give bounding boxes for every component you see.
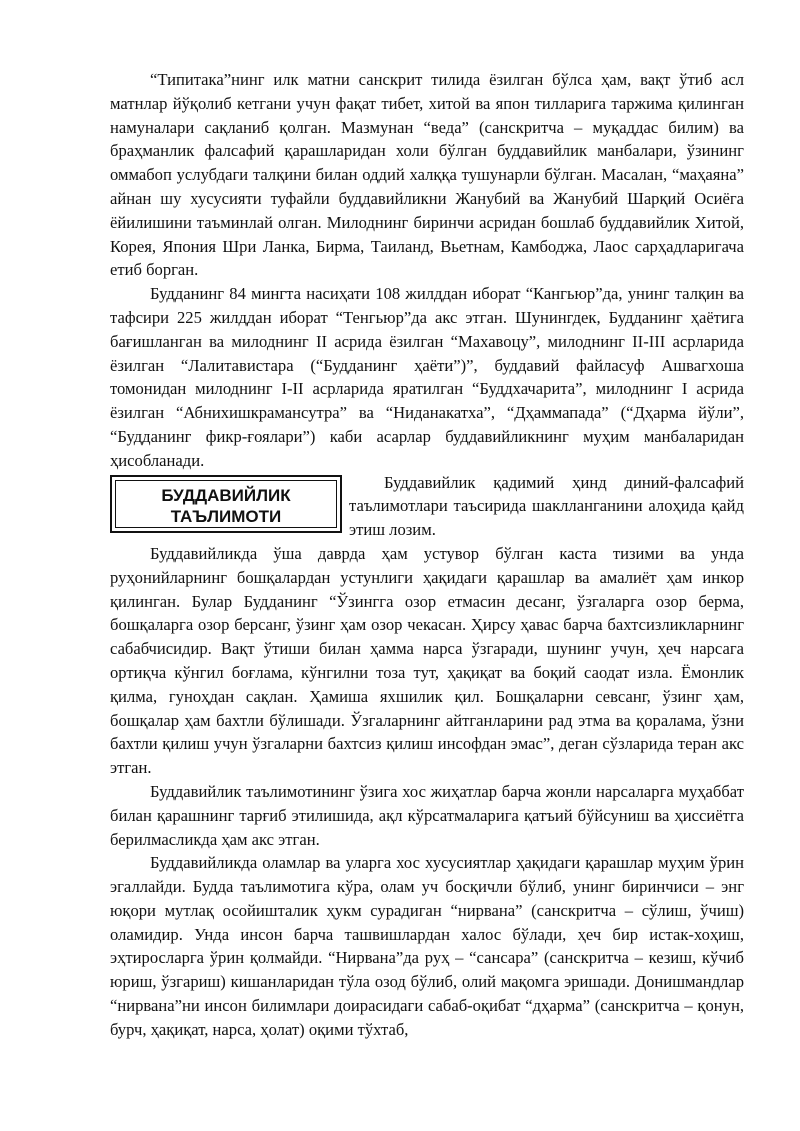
section-heading-line2: ТАЪЛИМОТИ <box>170 506 282 526</box>
paragraph-kangyur: Будданинг 84 мингта насиҳати 108 жилддан иборат “Кангьюр”да, унинг талқин ва тафсири 225 жилддан иборат “Тенгьюр”да акс этган. Шунингдек, Будданинг ҳаётига бағишланган ва милоднинг II асрида ёзилган “Махавоцу”, милоднинг II-III асрларида ёзилган “Лалитавистара (“Будданинг ҳаёти”)”, буддавий файласуф Ашвагхоша томонидан милоднинг I-II асрларида яратилган “Буддхачарита”, милоднинг I асрида ёзилган “Абнихишкрамансутра” ва “Ниданакатха”, “Дҳаммапада” (“Дҳарма йўли”, “Будданинг фикр-ғоялари”) каби асарлар буддавийликнинг муҳим манбаларидан ҳисобланади. <box>110 284 744 470</box>
section-heading-line1: БУДДАВИЙЛИК <box>161 485 291 505</box>
document-page <box>110 68 744 1042</box>
section-heading-row <box>110 472 744 542</box>
paragraph-features: Буддавийлик таълимотининг ўзига хос жиҳатлар барча жонли нарсаларга муҳаббат билан қарашнинг тарғиб этилишида, ақл кўрсатмаларига қатъий бўйсуниш ва ҳиссиётга берилмасликда ҳам акс этган. <box>110 781 744 849</box>
section-heading <box>115 480 337 528</box>
paragraph-caste: Буддавийликда ўша даврда ҳам устувор бўлган каста тизими ва унда руҳонийларнинг бошқалардан устунлиги ҳақидаги қарашлар ва амалиёт ҳам инкор қилинган. Булар Будданинг “Ўзингга озор етмасин десанг, ўзгаларга озор берма, бошқаларга озор берсанг, ўзинг ҳам озор чекасан. Ҳирсу ҳавас барча бахтсизликларнинг сабабчисидир. Вақт ўтиши билан ҳамма нарса ўзгаради, шунинг учун, ҳеч нарсага ортиқча кўнгил боғлама, кўнгилни тоза тут, ҳақиқат ва боқий саодат изла. Ёмонлик қилма, гуноҳдан сақлан. Ҳамиша яхшилик қил. Бошқаларни севсанг, ўзинг ҳам, бошқалар ҳам бахтли бўлишади. Ўзгаларнинг айтганларини рад этма ва қоралама, ўзни бахтли қилиш учун ўзгаларни бахтсиз қилиш инсофдан эмас”, деган сўзларида теран акс этган. <box>110 543 744 778</box>
heading-side-paragraph: Буддавийлик қадимий ҳинд диний-фалсафий таълимотлари таъсирида шаклланганини алоҳида қайд этиш лозим. <box>349 472 744 540</box>
paragraph-worlds: Буддавийликда оламлар ва уларга хос хусусиятлар ҳақидаги қарашлар муҳим ўрин эгаллайди. Будда таълимотига кўра, олам уч босқичли бўлиб, унинг биринчиси – энг юқори мутлақ осойишталик ҳукм сурадиган “нирвана” (санскритча – сўлиш, ўчиш) оламидир. Унда инсон барча ташвишлардан халос бўлади, ҳеч бир истак-хоҳиш, эҳтиросларга ўрин қолмайди. “Нирвана”да руҳ – “сансара” (санскритча – кезиш, кўчиб юриш, ўзгариш) кишанларидан тўла озод бўлиб, олий мақомга эришади. Донишмандлар “нирвана”ни инсон билимлари доирасидаги сабаб-оқибат “дҳарма” (санскритча – қонун, бурч, ҳақиқат, нарса, ҳолат) оқими тўхтаб, <box>110 853 744 1039</box>
paragraph-tipitaka: “Типитака”нинг илк матни санскрит тилида ёзилган бўлса ҳам, вақт ўтиб асл матнлар йўқолиб кетгани учун фақат тибет, хитой ва япон тилларига таржима қилинган намуналари сақланиб қолган. Мазмунан “веда” (санскритча – муқаддас билим) ва браҳманлик фалсафий қарашларидан холи бўлган буддавийлик манбалари, ўзининг оммабоп услубдаги талқини билан оддий халққа тушунарли бўлган. Масалан, “маҳаяна” айнан шу хусусияти туфайли буддавийликни Жанубий ва Жанубий Шарқий Осиёга ёйилишини таъминлай олган. Милоднинг биринчи асридан бошлаб буддавийлик Хитой, Корея, Япония Шри Ланка, Бирма, Таиланд, Вьетнам, Камбоджа, Лаос сарҳадларигача етиб борган. <box>110 70 744 280</box>
section-heading-box <box>110 475 342 533</box>
